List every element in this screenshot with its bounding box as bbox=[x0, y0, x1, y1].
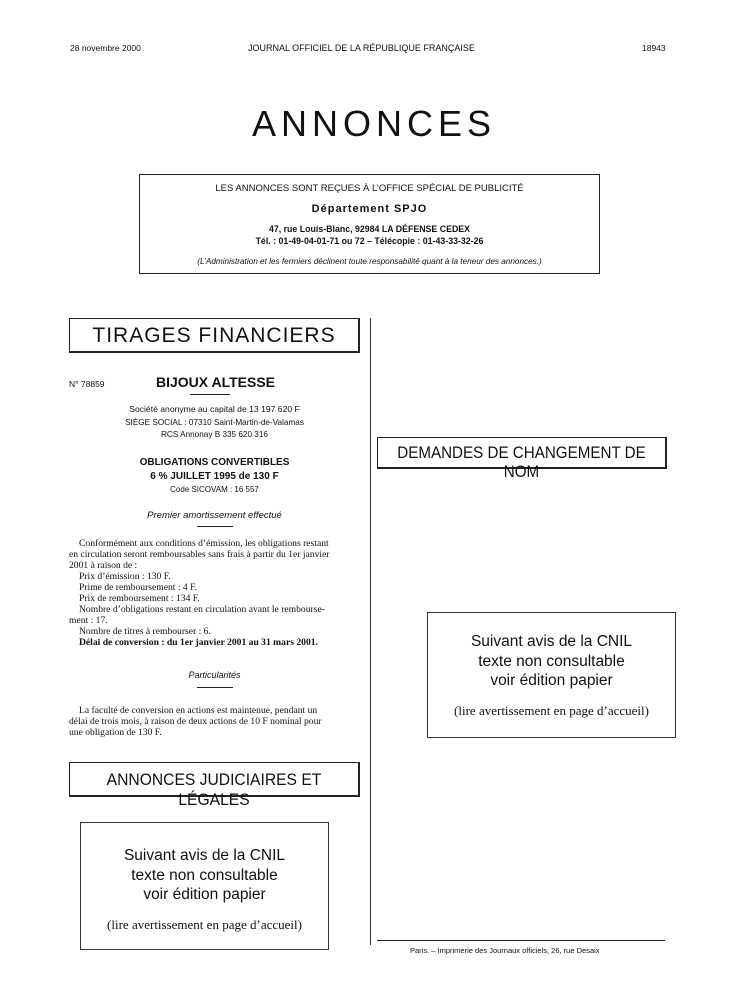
text-line: Prix d’émission : 130 F. bbox=[79, 571, 171, 582]
cnil-notice-box bbox=[427, 612, 676, 738]
text-line: Conformément aux conditions d’émission, les obligations restant bbox=[79, 538, 329, 549]
rule bbox=[197, 526, 233, 527]
obligations-title: OBLIGATIONS CONVERTIBLES bbox=[139, 457, 290, 468]
section-changement-heading: DEMANDES DE CHANGEMENT DE NOM bbox=[397, 444, 646, 481]
cnil-line: voir édition papier bbox=[143, 886, 266, 903]
company-info: Société anonyme au capital de 13 197 620 F bbox=[129, 404, 300, 414]
cnil-line: voir édition papier bbox=[490, 672, 613, 689]
section-changement-nom bbox=[377, 437, 667, 481]
text-line: ment : 17. bbox=[69, 615, 108, 626]
header-journal: JOURNAL OFFICIEL DE LA RÉPUBLIQUE FRANÇAISE bbox=[248, 43, 475, 53]
text-line: Nombre d’obligations restant en circulation avant le rembourse- bbox=[79, 604, 325, 615]
section-tirages bbox=[69, 318, 360, 353]
paragraph bbox=[69, 538, 361, 648]
office-phones: Tél. : 01-49-04-01-71 ou 72 – Télécopie : 01-43-33-32-26 bbox=[255, 236, 484, 246]
text-line: Nombre de titres à rembourser : 6. bbox=[79, 626, 211, 637]
section-judiciaires bbox=[69, 762, 360, 809]
text-line: en circulation seront remboursables sans frais à partir du 1er janvier bbox=[69, 549, 330, 560]
paragraph bbox=[69, 705, 361, 738]
office-disclaimer: (L’Administration et les fermiers déclinent toute responsabilité quant à la teneur des annonces.) bbox=[197, 257, 542, 266]
company-info: RCS Annonay B 335 620 316 bbox=[161, 430, 268, 439]
cnil-line: Suivant avis de la CNIL bbox=[123, 847, 286, 864]
column-divider bbox=[370, 318, 371, 945]
obligations-code: Code SICOVAM : 16 557 bbox=[170, 485, 259, 494]
text-line: La faculté de conversion en actions est maintenue, pendant un bbox=[79, 705, 318, 716]
text-line: Prix de remboursement : 134 F. bbox=[79, 593, 200, 604]
cnil-line: texte non consultable bbox=[131, 866, 278, 884]
cnil-note: (lire avertissement en page d’accueil) bbox=[107, 916, 302, 932]
text-line: Délai de conversion : du 1er janvier 2001 au 31 mars 2001. bbox=[79, 637, 318, 648]
obligations-rate: 6 % JUILLET 1995 de 130 F bbox=[150, 471, 279, 482]
footer-rule bbox=[377, 940, 665, 941]
rule bbox=[190, 394, 230, 395]
company-name: BIJOUX ALTESSE bbox=[156, 374, 276, 390]
rule bbox=[197, 687, 233, 688]
text-line: Prime de remboursement : 4 F. bbox=[79, 582, 198, 593]
header-date: 28 novembre 2000 bbox=[70, 43, 141, 53]
office-department: Département SPJO bbox=[311, 203, 428, 215]
particularites-title: Particularités bbox=[188, 670, 241, 680]
section-tirages-heading: TIRAGES FINANCIERS bbox=[92, 324, 336, 347]
header-page: 18943 bbox=[642, 43, 666, 53]
announcement-number: N° 78859 bbox=[69, 379, 105, 389]
subtitle: Premier amortissement effectué bbox=[147, 510, 282, 521]
text-line: une obligation de 130 F. bbox=[69, 727, 162, 738]
cnil-line: texte non consultable bbox=[478, 652, 625, 670]
cnil-line: Suivant avis de la CNIL bbox=[470, 633, 633, 650]
company-info: SIÈGE SOCIAL : 07310 Saint-Martin-de-Valamas bbox=[125, 418, 304, 427]
cnil-notice-box bbox=[80, 822, 329, 950]
text-line: 2001 à raison de : bbox=[69, 560, 138, 571]
section-judiciaires-heading: ANNONCES JUDICIAIRES ET LÉGALES bbox=[106, 770, 322, 809]
office-address: 47, rue Louis-Blanc, 92984 LA DÉFENSE CEDEX bbox=[268, 224, 471, 234]
office-box bbox=[139, 174, 600, 274]
office-line: LES ANNONCES SONT REÇUES À L’OFFICE SPÉCIAL DE PUBLICITÉ bbox=[215, 183, 524, 194]
footer-imprint: Paris. – Imprimerie des Journaux officiels, 26, rue Desaix bbox=[410, 946, 600, 955]
page-title: ANNONCES bbox=[251, 103, 497, 144]
cnil-note: (lire avertissement en page d’accueil) bbox=[454, 702, 649, 718]
text-line: délai de trois mois, à raison de deux actions de 10 F nominal pour bbox=[69, 716, 322, 727]
